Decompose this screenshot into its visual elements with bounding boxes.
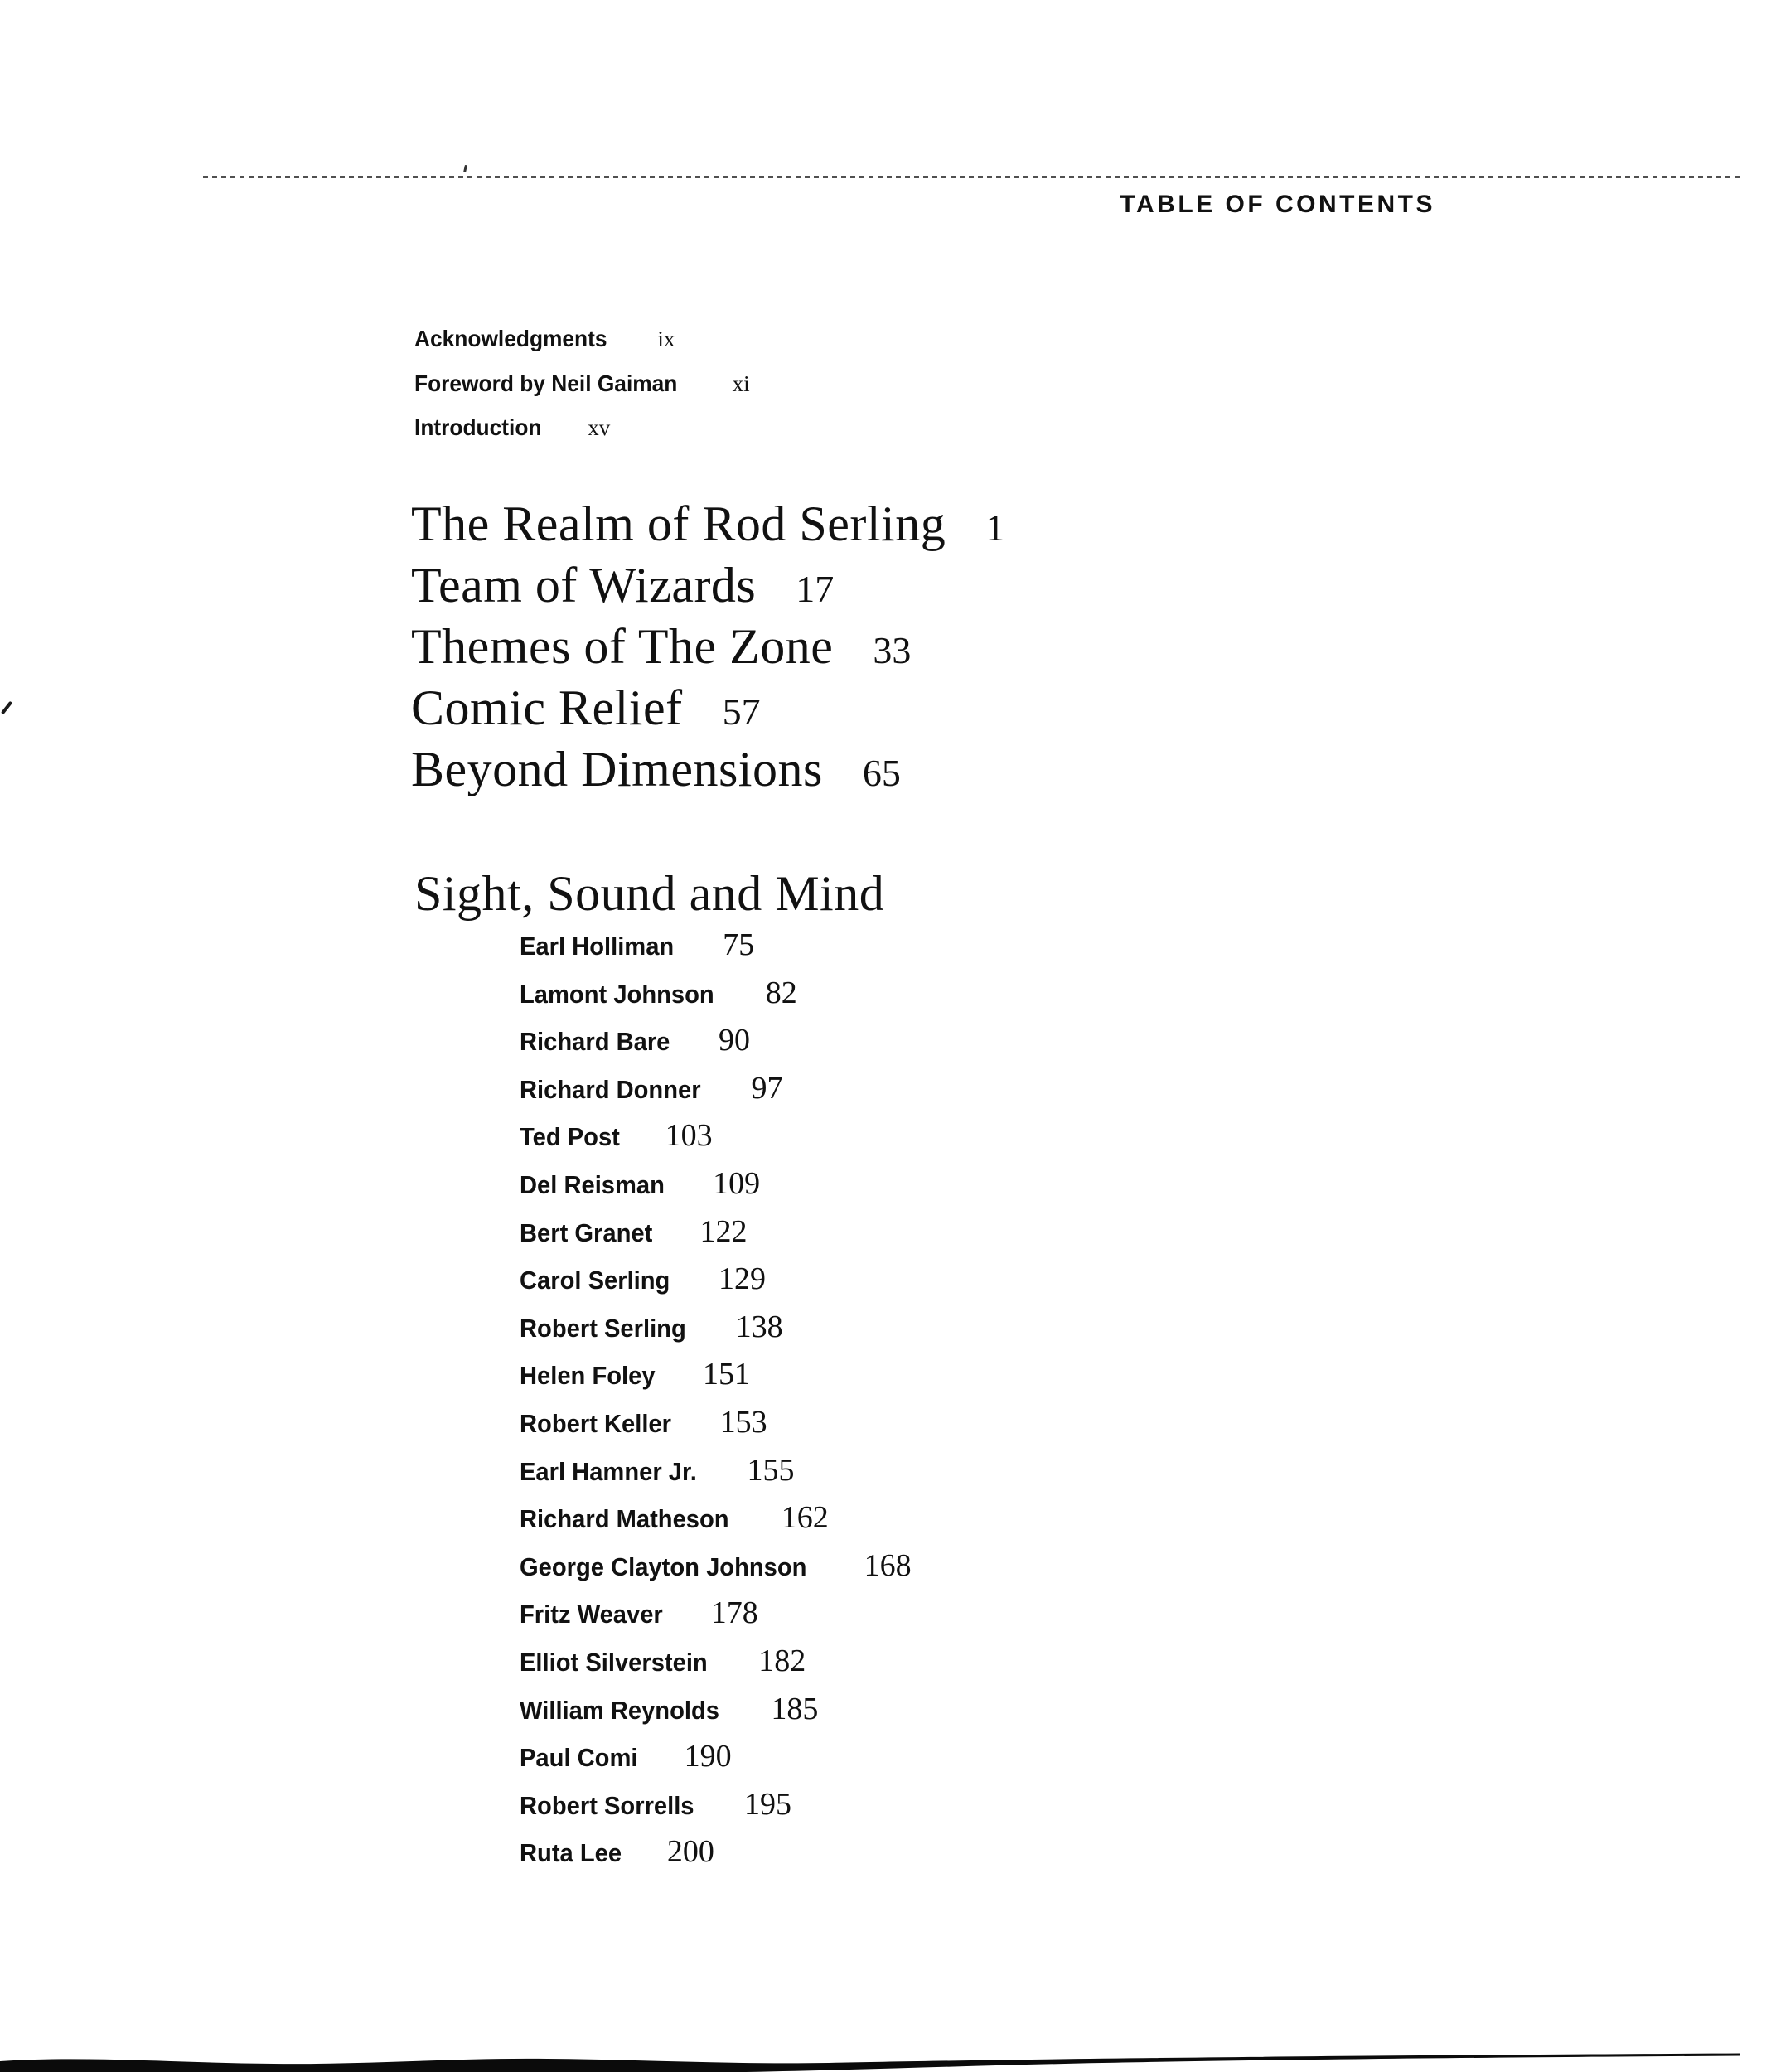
- page-number: 155: [747, 1452, 795, 1488]
- page-number: 178: [710, 1595, 758, 1631]
- interviewee-row: [520, 1065, 912, 1113]
- interviewee-row: [520, 1017, 912, 1065]
- front-matter-list: [414, 317, 750, 450]
- chapter-row: [411, 493, 1004, 554]
- page-number: xv: [588, 415, 611, 440]
- interviewee-name: Carol Serling: [520, 1266, 670, 1295]
- interviewee-name: Richard Bare: [520, 1027, 670, 1057]
- chapter-title: Beyond Dimensions: [411, 742, 823, 796]
- page-number: 17: [796, 568, 835, 610]
- page-title: TABLE OF CONTENTS: [1120, 191, 1435, 218]
- chapter-title: The Realm of Rod Serling: [411, 496, 946, 551]
- page-number: 200: [666, 1834, 714, 1870]
- interviewee-name: Robert Sorrells: [520, 1790, 694, 1820]
- page-number: 33: [873, 629, 912, 671]
- interviewee-row: [520, 970, 912, 1018]
- interviewee-list: [520, 922, 912, 1876]
- page-number: 185: [771, 1691, 819, 1726]
- page-number: 195: [743, 1786, 791, 1822]
- interviewee-name: Lamont Johnson: [520, 979, 714, 1009]
- interviewee-row: [520, 1686, 912, 1734]
- interviewee-row: [520, 922, 912, 970]
- page-number: 151: [703, 1357, 750, 1392]
- interviewee-row: [520, 1828, 912, 1876]
- interviewee-name: Richard Donner: [520, 1074, 701, 1104]
- page-number: 97: [751, 1070, 783, 1106]
- chapter-title: Comic Relief: [411, 680, 683, 735]
- front-matter-title: Introduction: [414, 414, 542, 440]
- interviewee-row: [520, 1208, 912, 1256]
- page-number: 109: [713, 1165, 761, 1201]
- interviewee-name: Elliot Silverstein: [520, 1647, 708, 1677]
- chapter-row: [411, 677, 1004, 738]
- scan-mark: [1, 701, 12, 715]
- interviewee-row: [520, 1256, 912, 1304]
- front-matter-row: [414, 317, 750, 361]
- interviewee-row: [520, 1351, 912, 1399]
- page-number: 57: [722, 690, 761, 733]
- page-bottom-scan-edge: [0, 2050, 1776, 2072]
- page-header-bar: [201, 178, 1467, 230]
- interviewee-row: [520, 1542, 912, 1590]
- chapter-row: [411, 554, 1004, 616]
- interviewee-name: Fritz Weaver: [520, 1600, 663, 1629]
- interviewee-name: Ruta Lee: [520, 1838, 622, 1868]
- page-number: 103: [665, 1118, 713, 1154]
- page-number: 153: [719, 1404, 767, 1440]
- scan-speck: [463, 165, 467, 172]
- interviewee-row: [520, 1733, 912, 1781]
- front-matter-row: [414, 361, 750, 406]
- page-number: 1: [985, 506, 1005, 549]
- chapter-list: [411, 493, 1004, 800]
- interviewee-row: [520, 1160, 912, 1208]
- interviewee-row: [520, 1447, 912, 1495]
- interviewee-row: [520, 1399, 912, 1447]
- interviewee-name: Bert Granet: [520, 1218, 653, 1247]
- chapter-title: Themes of The Zone: [411, 619, 834, 674]
- page-number: 182: [758, 1643, 806, 1678]
- page-number: 129: [718, 1261, 766, 1297]
- chapter-row: [411, 616, 1004, 677]
- page-number: 122: [699, 1213, 748, 1249]
- front-matter-title: Acknowledgments: [414, 326, 607, 351]
- interviewee-name: Del Reisman: [520, 1169, 665, 1199]
- interviewee-name: Ted Post: [520, 1122, 620, 1152]
- chapter-title: Team of Wizards: [411, 558, 757, 612]
- page-number: 168: [864, 1547, 912, 1583]
- page-number: 190: [684, 1739, 732, 1774]
- section-heading: Sight, Sound and Mind: [414, 866, 885, 921]
- interviewee-name: William Reynolds: [520, 1695, 720, 1725]
- page-number: 90: [718, 1023, 750, 1058]
- interviewee-name: Robert Serling: [520, 1313, 686, 1343]
- page-number: 75: [723, 927, 755, 962]
- interviewee-name: Richard Matheson: [520, 1504, 729, 1534]
- page-number: 138: [735, 1309, 783, 1344]
- interviewee-name: Helen Foley: [520, 1361, 656, 1391]
- page-number: 162: [781, 1500, 829, 1536]
- interviewee-name: Robert Keller: [520, 1408, 671, 1438]
- interviewee-name: Earl Holliman: [520, 932, 675, 961]
- interviewee-row: [520, 1781, 912, 1829]
- interviewee-row: [520, 1494, 912, 1542]
- page-number: 82: [765, 975, 797, 1010]
- chapter-row: [411, 738, 1004, 800]
- interviewee-row: [520, 1112, 912, 1160]
- interviewee-name: George Clayton Johnson: [520, 1552, 807, 1581]
- interviewee-name: Paul Comi: [520, 1743, 638, 1773]
- interviewee-row: [520, 1304, 912, 1352]
- interviewee-row: [520, 1590, 912, 1638]
- page-number: xi: [732, 370, 750, 396]
- interviewee-name: Earl Hamner Jr.: [520, 1456, 697, 1486]
- page-number: 65: [862, 752, 901, 794]
- front-matter-title: Foreword by Neil Gaiman: [414, 370, 678, 396]
- interviewee-row: [520, 1638, 912, 1686]
- page-number: ix: [657, 327, 675, 351]
- front-matter-row: [414, 405, 750, 450]
